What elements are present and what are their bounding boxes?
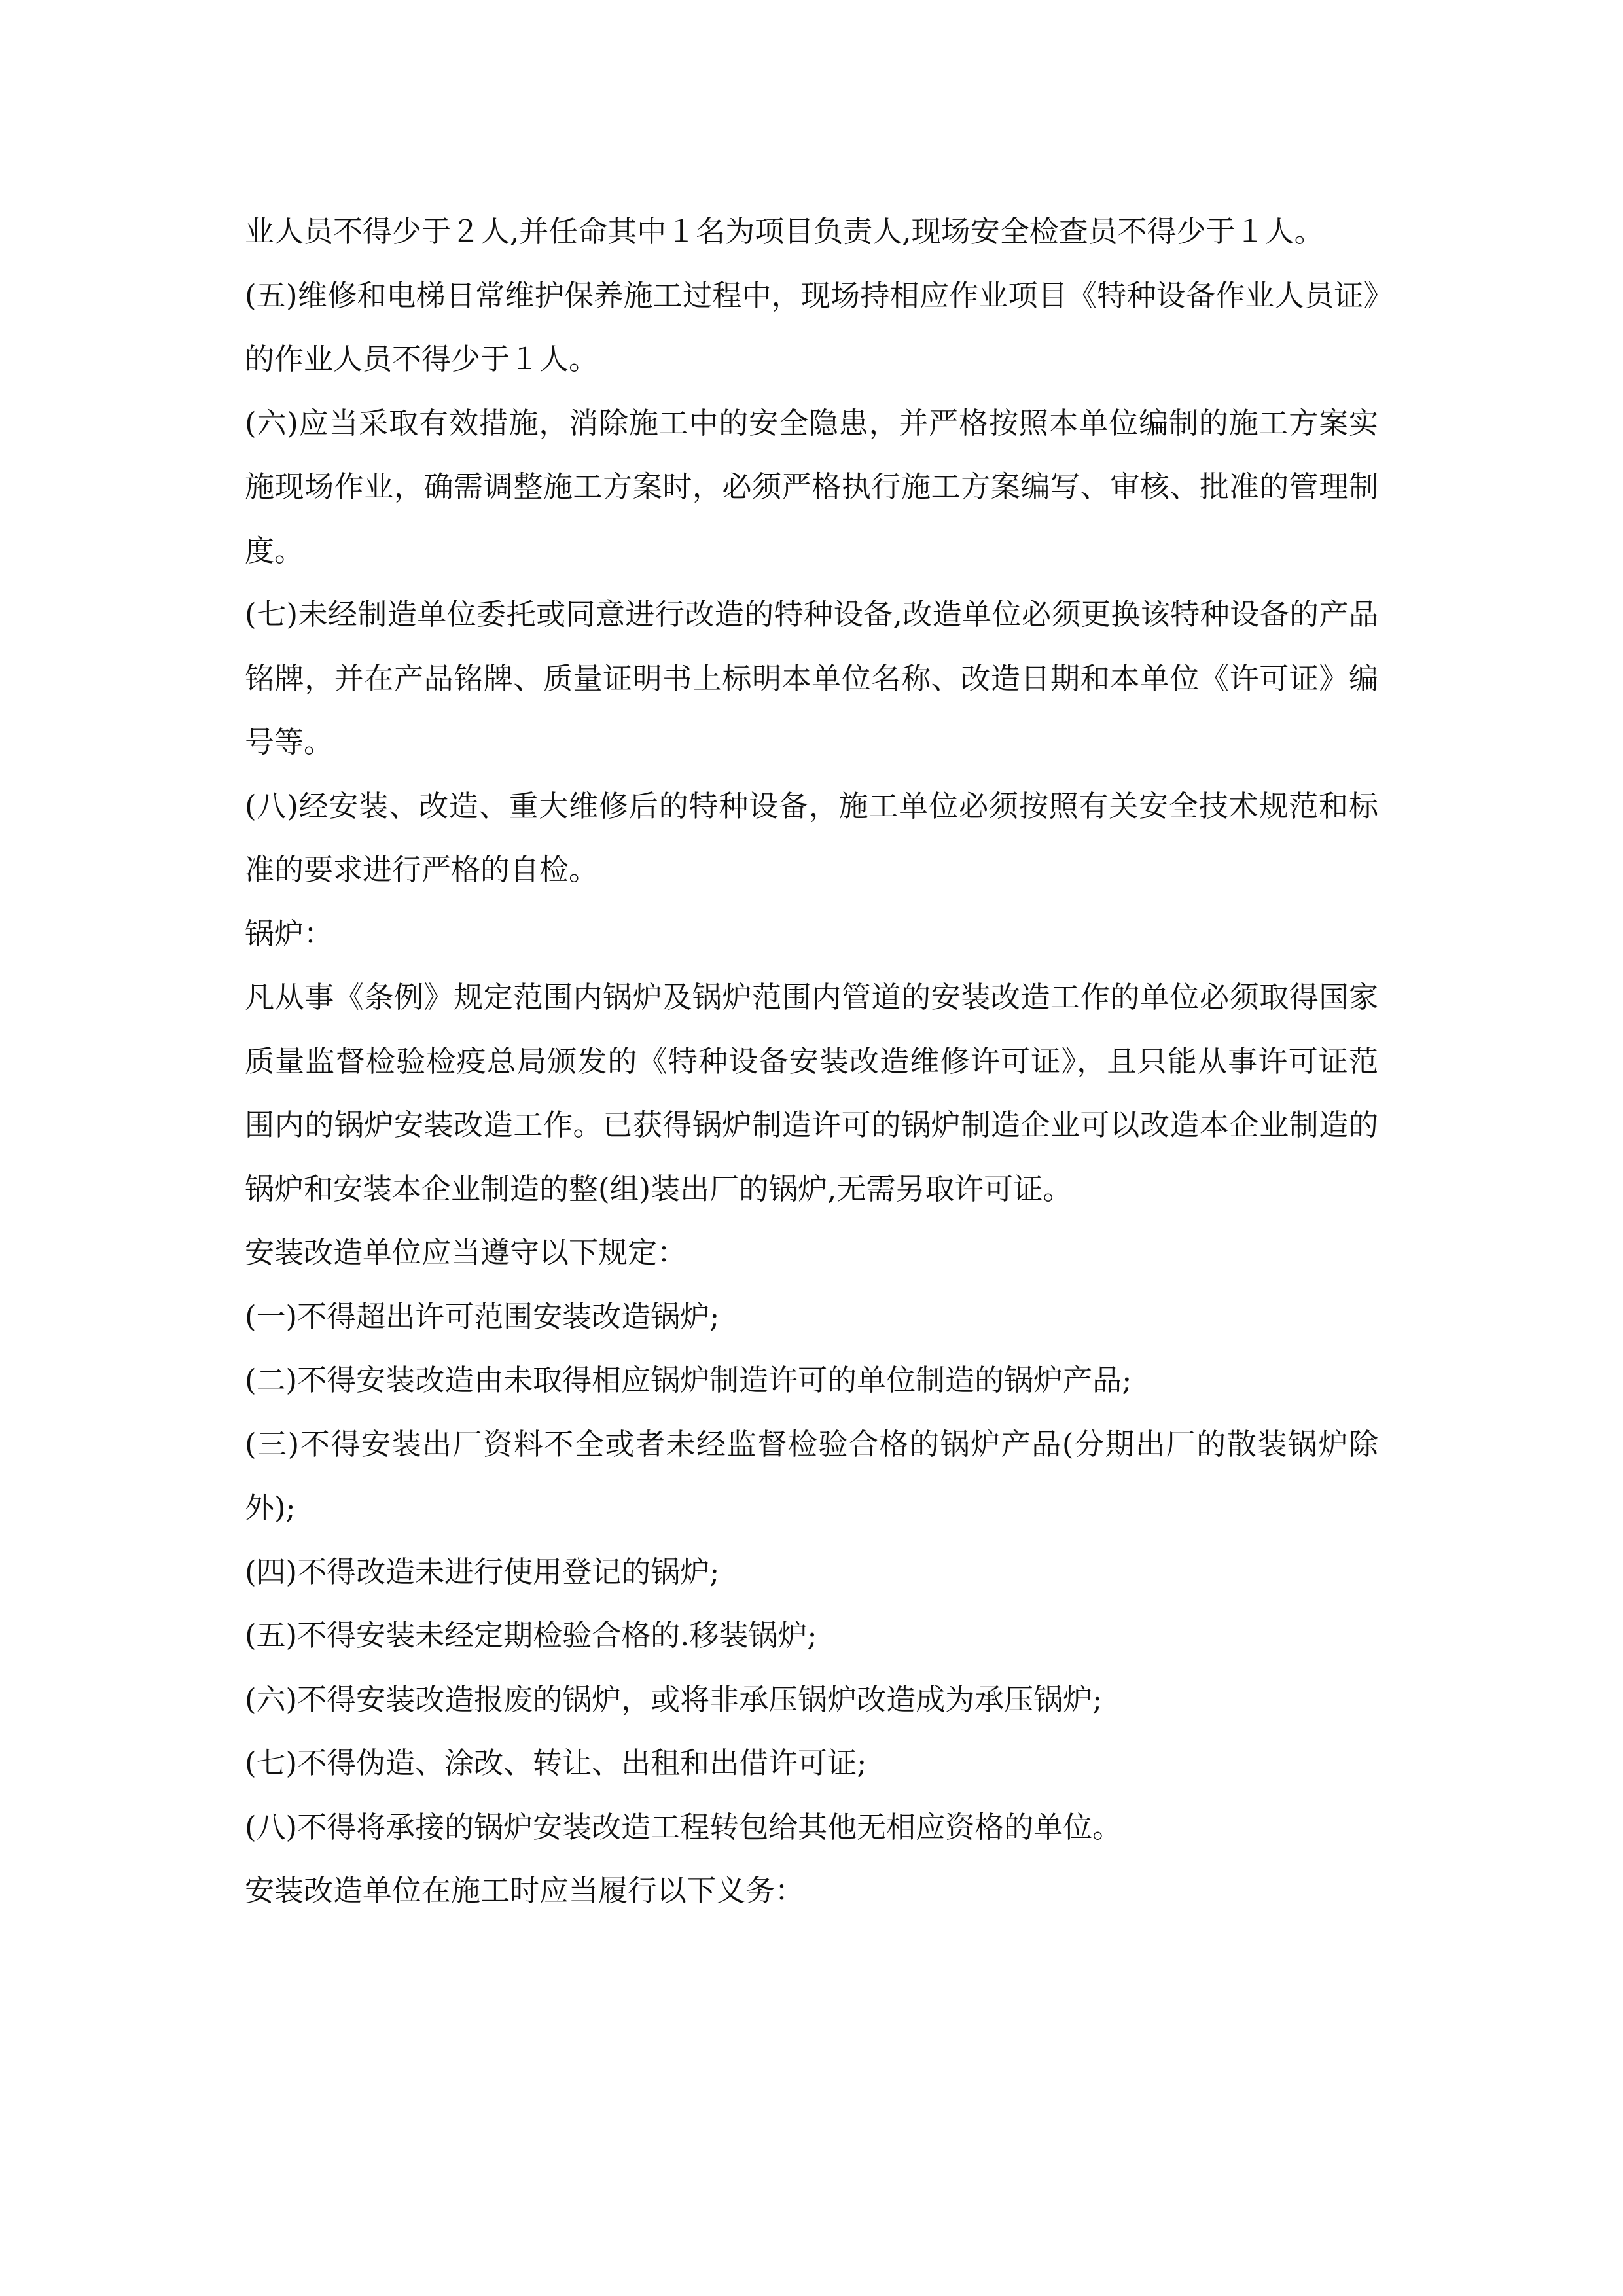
paragraph-item-7-modification: (七)未经制造单位委托或同意进行改造的特种设备,改造单位必须更换该特种设备的产品铭牌，并在产品铭牌、质量证明书上标明本单位名称、改造日期和本单位《许可证》编号等。 xyxy=(245,597,1378,759)
list-item-rule-4: (四)不得改造未进行使用登记的锅炉; xyxy=(245,1554,720,1589)
list-item-rule-5: (五)不得安装未经定期检验合格的.移装锅炉; xyxy=(245,1618,817,1653)
paragraph-item-8-self-inspection: (八)经安装、改造、重大维修后的特种设备，施工单位必须按照有关安全技术规范和标准的要求进行严格的自检。 xyxy=(245,788,1378,887)
paragraph-item-5-maintenance: (五)维修和电梯日常维护保养施工过程中，现场持相应作业项目《特种设备作业人员证》的作业人员不得少于１人。 xyxy=(245,278,1378,376)
paragraph-item-6-safety-measures: (六)应当采取有效措施，消除施工中的安全隐患，并严格按照本单位编制的施工方案实施现场作业，确需调整施工方案时，必须严格执行施工方案编写、审核、批准的管理制度。 xyxy=(245,405,1378,568)
paragraph-obligations-intro: 安装改造单位在施工时应当履行以下义务： xyxy=(245,1873,805,1908)
paragraph-boiler-license: 凡从事《条例》规定范围内锅炉及锅炉范围内管道的安装改造工作的单位必须取得国家质量监督检验检疫总局颁发的《特种设备安装改造维修许可证》，且只能从事许可证范围内的锅炉安装改造工作。已获得锅炉制造许可的锅炉制造企业可以改造本企业制造的锅炉和安装本企业制造的整(组)装出厂的锅炉,无需另取许可证。 xyxy=(245,980,1378,1206)
paragraph-personnel-continued: 业人员不得少于２人,并任命其中１名为项目负责人,现场安全检查员不得少于１人。 xyxy=(245,214,1324,249)
document-body xyxy=(245,200,1378,1923)
list-item-rule-2: (二)不得安装改造由未取得相应锅炉制造许可的单位制造的锅炉产品; xyxy=(245,1363,1132,1397)
paragraph-rules-intro: 安装改造单位应当遵守以下规定： xyxy=(245,1235,687,1270)
list-item-rule-1: (一)不得超出许可范围安装改造锅炉; xyxy=(245,1299,720,1334)
list-item-rule-3: (三)不得安装出厂资料不全或者未经监督检验合格的锅炉产品(分期出厂的散装锅炉除外); xyxy=(245,1426,1378,1525)
list-item-rule-6: (六)不得安装改造报废的锅炉，或将非承压锅炉改造成为承压锅炉; xyxy=(245,1681,1103,1717)
section-heading-boiler: 锅炉： xyxy=(245,916,334,951)
list-item-rule-7: (七)不得伪造、涂改、转让、出租和出借许可证; xyxy=(245,1746,867,1780)
list-item-rule-8: (八)不得将承接的锅炉安装改造工程转包给其他无相应资格的单位。 xyxy=(245,1809,1122,1844)
